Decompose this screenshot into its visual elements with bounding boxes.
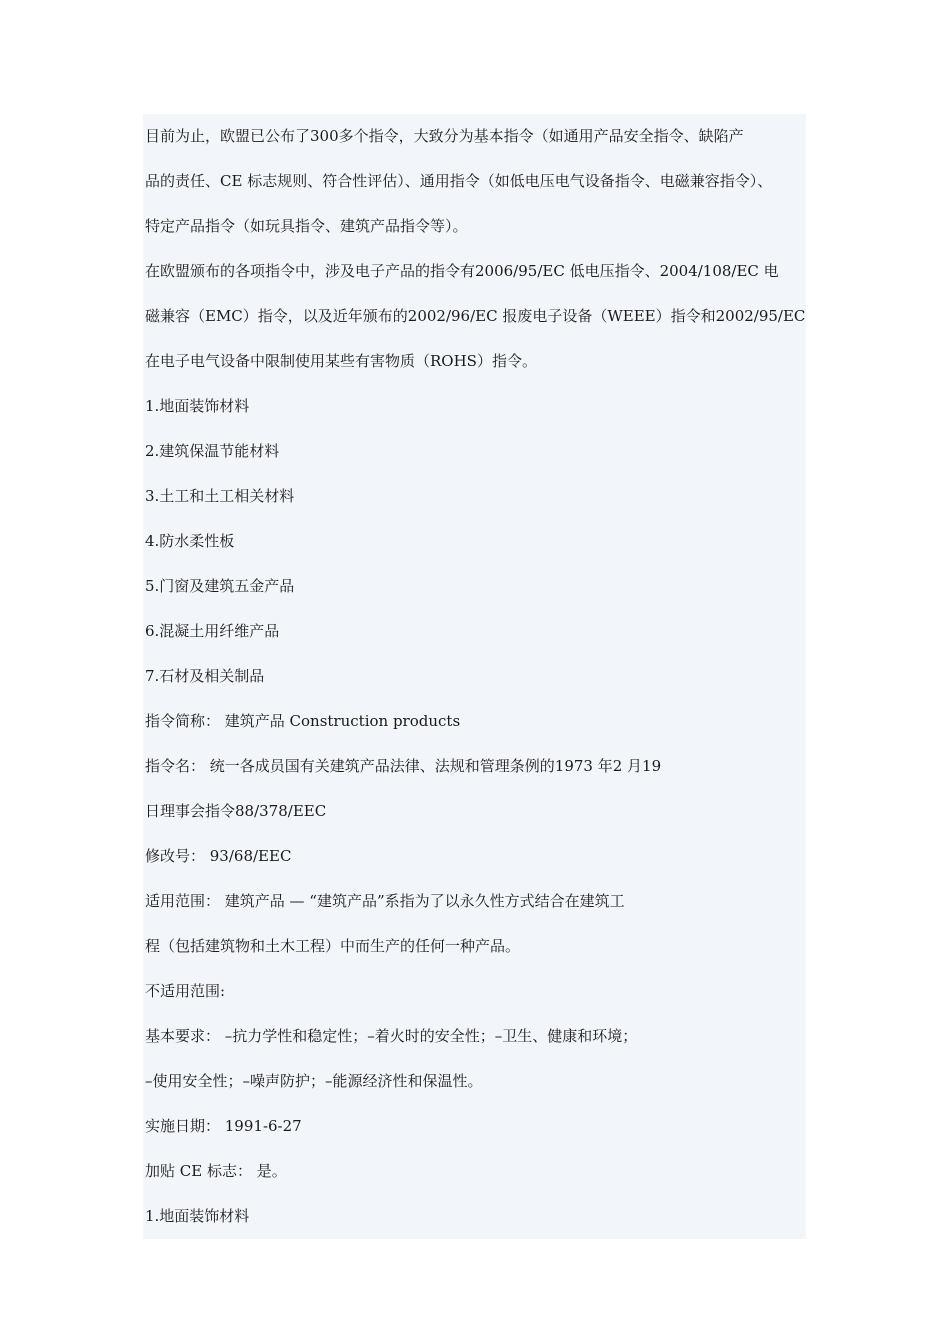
- document-body: [143, 114, 806, 1239]
- basic-requirements: 基本要求： –抗力学性和稳定性；–着火时的安全性；–卫生、健康和环境；: [145, 1027, 638, 1045]
- paragraph-line: 在欧盟颁布的各项指令中，涉及电子产品的指令有2006/95/EC 低电压指令、2004/108/EC 电: [145, 262, 779, 280]
- list-item: 5.门窗及建筑五金产品: [145, 577, 295, 595]
- list-item: 4.防水柔性板: [145, 532, 235, 550]
- paragraph-line: 磁兼容（EMC）指令，以及近年颁布的2002/96/EC 报废电子设备（WEEE）指令和2002/95/EC: [145, 307, 806, 325]
- directive-name-continued: 日理事会指令88/378/EEC: [145, 802, 327, 820]
- list-item: 2.建筑保温节能材料: [145, 442, 280, 460]
- amendment-number: 修改号： 93/68/EEC: [145, 847, 292, 865]
- scope-continued: 程（包括建筑物和土木工程）中而生产的任何一种产品。: [145, 937, 521, 955]
- list-item: 6.混凝土用纤维产品: [145, 622, 280, 640]
- directive-name: 指令名： 统一各成员国有关建筑产品法律、法规和管理条例的1973 年2 月19: [145, 757, 662, 775]
- paragraph-line: 品的责任、CE 标志规则、符合性评估）、通用指令（如低电压电气设备指令、电磁兼容指令）、: [145, 172, 773, 190]
- scope: 适用范围： 建筑产品 — “建筑产品”系指为了以永久性方式结合在建筑工: [145, 892, 625, 910]
- paragraph-line: 目前为止，欧盟已公布了300多个指令，大致分为基本指令（如通用产品安全指令、缺陷产: [145, 127, 744, 145]
- list-item: 7.石材及相关制品: [145, 667, 265, 685]
- paragraph-line: 特定产品指令（如玩具指令、建筑产品指令等）。: [145, 217, 468, 235]
- implementation-date: 实施日期： 1991-6-27: [145, 1117, 302, 1135]
- paragraph-line: 在电子电气设备中限制使用某些有害物质（ROHS）指令。: [145, 352, 537, 370]
- basic-requirements-continued: –使用安全性；–噪声防护；–能源经济性和保温性。: [145, 1072, 483, 1090]
- list-item: 1.地面装饰材料: [145, 397, 250, 415]
- list-item: 3.土工和土工相关材料: [145, 487, 295, 505]
- directive-short-name: 指令简称： 建筑产品 Construction products: [145, 712, 461, 730]
- list-item: 1.地面装饰材料: [145, 1207, 250, 1225]
- ce-marking: 加贴 CE 标志： 是。: [145, 1162, 287, 1180]
- exclusions: 不适用范围:: [145, 982, 226, 1000]
